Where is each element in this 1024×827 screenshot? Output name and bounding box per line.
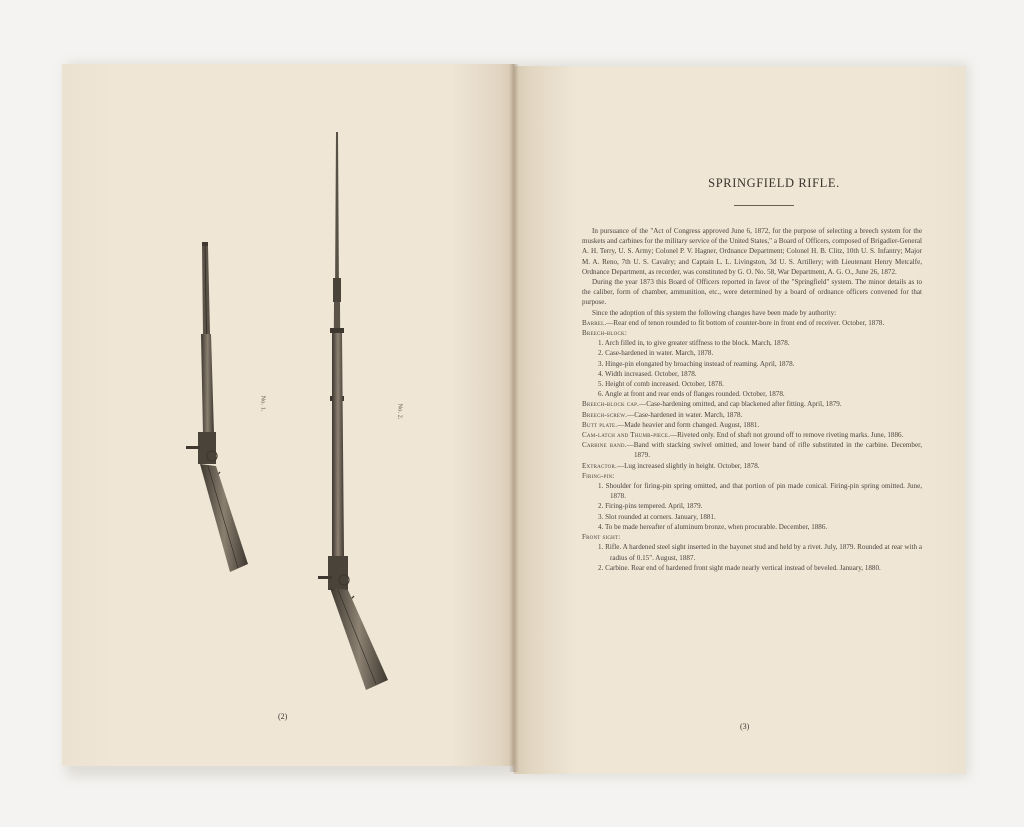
list-item: 1. Arch filled in, to give greater stiffness to the block. March, 1878.: [598, 339, 790, 348]
list-item: 3. Hinge-pin elongated by broaching instead of reaming. April, 1878.: [598, 359, 795, 368]
entry-carbine-band: Carbine band.—Band with stacking swivel omitted, and lower band of rifle substituted in the carbine. December, 1879.: [582, 441, 922, 460]
intro-paragraph-1: In pursuance of the "Act of Congress approved June 6, 1872, for the purpose of selecting a breech system for the muskets and carbines for the military service of the United States," a Board of Officers, composed of Brigadier-General A. H. Terry, U. S. Army; Colonel P. V. Hagner, Ordnance Department; Colonel H. B. Clitz, 10th U. S. Infantry; Major M. A. Reno, 7th U. S. Cavalry; and Captain L. L. Livingston, 3d U. S. Artillery; with Lieutenant Henry Metcalfe, Ordnance Department, as recorder, was constituted by G. O. No. 58, War Department, A. G. O., June 26, 1872.: [582, 227, 922, 276]
entry-breech-block-head: Breech-block:: [582, 329, 627, 338]
entry-extractor: Extractor.—Lug increased slightly in height. October, 1878.: [582, 461, 760, 470]
rifle-with-bayonet-engraving: [312, 128, 402, 698]
list-item: 4. Width increased. October, 1878.: [598, 369, 697, 378]
list-item: 1. Rifle. A hardened steel sight inserted in the bayonet stud and held by a rivet. July, 1879. Rounded at rear with a radius of 0.15". August, 1887.: [598, 543, 922, 562]
page-number-left: (2): [278, 712, 288, 721]
list-item: 4. To be made hereafter of aluminum bronze, when procurable. December, 1886.: [598, 522, 828, 531]
list-item: 1. Shoulder for firing-pin spring omitted, and that portion of pin made conical. Firing-pin spring omitted. June, 1878.: [598, 482, 922, 501]
entry-cam-latch: Cam-latch and Thumb-piece.—Riveted only. End of shaft not ground off to remove riveting marks. June, 1886.: [582, 431, 904, 440]
page-number-right: (3): [740, 722, 750, 731]
entry-breech-screw: Breech-screw.—Case-hardened in water. March, 1878.: [582, 410, 743, 419]
list-item: 3. Slot rounded at corners. January, 1881.: [598, 512, 716, 521]
intro-paragraph-3: Since the adoption of this system the following changes have been made by authority:: [592, 308, 837, 317]
list-item: 6. Angle at front and rear ends of flanges rounded. October, 1878.: [598, 390, 785, 399]
list-item: 2. Case-hardened in water. March, 1878.: [598, 349, 714, 358]
list-item: 5. Height of comb increased. October, 1878.: [598, 380, 724, 389]
entry-butt-plate: Butt plate.—Made heavier and form changed. August, 1881.: [582, 420, 760, 429]
entry-barrel: Barrel.—Rear end of tenon rounded to fit bottom of counter-bore in front end of receiver. October, 1878.: [582, 318, 885, 327]
figure-label-2: No. 2.: [396, 403, 404, 420]
list-item: 2. Firing-pins tempered. April, 1879.: [598, 502, 703, 511]
entry-firing-pin-head: Firing-pin:: [582, 471, 615, 480]
left-page: [62, 64, 514, 766]
body-text: [582, 226, 922, 573]
intro-paragraph-2: During the year 1873 this Board of Officers reported in favor of the "Springfield" system. The minor details as to the caliber, form of chamber, ammunition, etc., were determined by a board of ordnance officers convened for that purpose.: [582, 278, 922, 307]
list-item: 2. Carbine. Rear end of hardened front sight made nearly vertical instead of beveled. January, 1880.: [598, 563, 881, 572]
book-gutter: [509, 64, 519, 772]
page-title: SPRINGFIELD RIFLE.: [708, 176, 840, 190]
figure-label-1: No. 1.: [259, 395, 267, 412]
title-rule: [734, 205, 794, 206]
entry-breech-block-cap: Breech-block cap.—Case-hardening omitted, and cap blackened after fitting. April, 1879.: [582, 400, 842, 409]
right-page: [514, 66, 966, 774]
entry-front-sight-head: Front sight:: [582, 533, 621, 542]
